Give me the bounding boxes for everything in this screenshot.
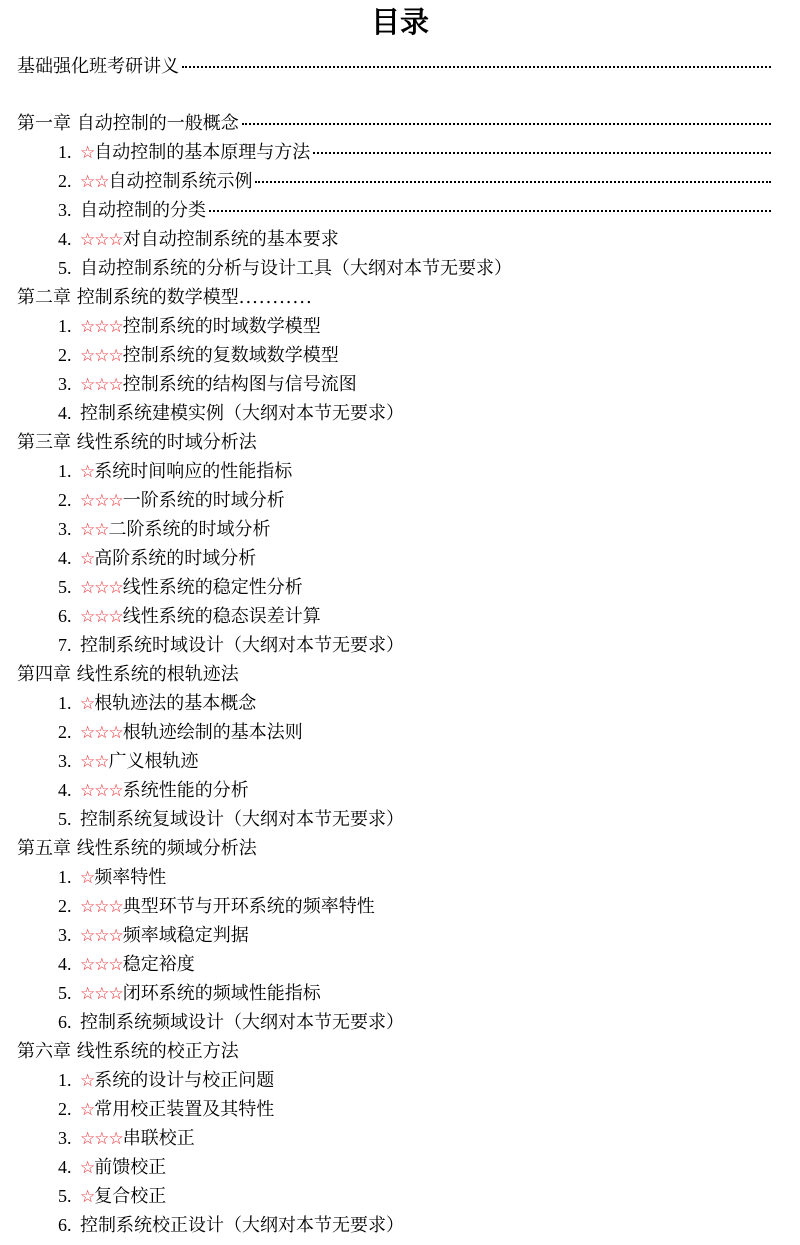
toc-entry-text [58, 1124, 195, 1154]
toc-entry-text [58, 515, 270, 545]
toc-chapter-title: 第五章 线性系统的频域分析法 [17, 838, 257, 859]
toc-entry-text [58, 689, 256, 719]
toc-item[interactable] [58, 631, 404, 660]
star-rating-icon: ☆☆☆ [80, 317, 123, 337]
dot-leader [313, 152, 771, 154]
toc-item[interactable] [58, 689, 256, 718]
toc-item-title: 自动控制系统的分析与设计工具（大纲对本节无要求） [80, 258, 512, 279]
toc-item[interactable] [58, 312, 321, 341]
toc-item-title: 线性系统的稳定性分析 [122, 577, 303, 598]
toc-item-title: 闭环系统的频域性能指标 [122, 983, 321, 1004]
toc-item-title: 广义根轨迹 [108, 751, 199, 772]
toc-entry-text [58, 1066, 274, 1096]
star-rating-icon: ☆ [80, 549, 95, 569]
toc-chapter-title: 第三章 线性系统的时域分析法 [17, 432, 257, 453]
toc-item[interactable] [58, 1153, 166, 1182]
toc-item[interactable] [58, 515, 270, 544]
toc-item-title: 频率特性 [94, 867, 167, 888]
toc-item-title: 常用校正装置及其特性 [94, 1099, 275, 1120]
toc-item-number: 5. [58, 983, 72, 1003]
toc-item-number: 7. [58, 635, 72, 655]
toc-item-title: 频率域稳定判据 [122, 925, 249, 946]
toc-entry-text [58, 1153, 166, 1183]
toc-item-title: 控制系统复域设计（大纲对本节无要求） [80, 809, 404, 830]
toc-chapter[interactable] [17, 109, 771, 138]
toc-chapter-title: 第四章 线性系统的根轨迹法 [17, 664, 239, 685]
toc-entry-text [58, 776, 249, 806]
toc-item[interactable] [58, 341, 339, 370]
star-rating-icon: ☆☆☆ [80, 607, 123, 627]
toc-entry-text [58, 167, 252, 197]
toc-entry-text [58, 863, 166, 893]
toc-item[interactable] [58, 1211, 404, 1240]
toc-entry-text [58, 341, 339, 371]
toc-entry-text [58, 631, 404, 660]
toc-item-number: 5. [58, 809, 72, 829]
star-rating-icon: ☆☆☆ [80, 491, 123, 511]
toc-item-title: 控制系统校正设计（大纲对本节无要求） [80, 1215, 404, 1236]
toc-entry-text [17, 834, 257, 863]
toc-item-number: 2. [58, 1099, 72, 1119]
toc-item-number: 1. [58, 461, 72, 481]
toc-item-number: 5. [58, 1186, 72, 1206]
toc-item[interactable] [58, 1008, 404, 1037]
toc-item[interactable] [58, 254, 512, 283]
star-rating-icon: ☆☆ [80, 752, 109, 772]
toc-entry-text [17, 1037, 239, 1066]
star-rating-icon: ☆ [80, 1100, 95, 1120]
toc-entry-text [58, 1008, 404, 1037]
toc-item-number: 4. [58, 548, 72, 568]
toc-item[interactable] [58, 892, 375, 921]
toc-item-title: 对自动控制系统的基本要求 [122, 229, 339, 250]
star-rating-icon: ☆ [80, 143, 95, 163]
page-title: 目录 [370, 5, 429, 39]
star-rating-icon: ☆ [80, 694, 95, 714]
toc-item-title: 串联校正 [122, 1128, 195, 1149]
toc-entry-text [17, 428, 257, 457]
star-rating-icon: ☆☆ [80, 172, 109, 192]
toc-item-number: 1. [58, 693, 72, 713]
toc-item[interactable] [58, 1066, 274, 1095]
toc-entry-text [58, 950, 195, 980]
toc-item[interactable] [58, 602, 321, 631]
toc-entry-text [58, 370, 357, 400]
star-rating-icon: ☆☆☆ [80, 781, 123, 801]
toc-item-number: 1. [58, 142, 72, 162]
star-rating-icon: ☆☆☆ [80, 955, 123, 975]
toc-item[interactable] [58, 1095, 274, 1124]
toc-entry-text [58, 602, 321, 632]
toc-entry-text [58, 196, 206, 225]
toc-item[interactable] [58, 863, 166, 892]
toc-item-title: 线性系统的稳态误差计算 [122, 606, 321, 627]
toc-item-number: 4. [58, 403, 72, 423]
toc-entry-text [58, 544, 256, 574]
toc-item-title: 复合校正 [94, 1186, 167, 1207]
toc-item-title: 控制系统的复数域数学模型 [122, 345, 339, 366]
toc-chapter[interactable] [17, 428, 257, 457]
toc-entry-text [58, 573, 303, 603]
toc-entry-text [17, 52, 179, 81]
toc-entry-text [58, 718, 303, 748]
toc-entry-text [58, 138, 310, 168]
star-rating-icon: ☆ [80, 1187, 95, 1207]
toc-item-title: 自动控制系统示例 [108, 171, 253, 192]
toc-item-title: 一阶系统的时域分析 [122, 490, 285, 511]
toc-item-title: 系统性能的分析 [122, 780, 249, 801]
toc-entry-text [58, 1182, 166, 1212]
toc-item[interactable] [58, 573, 303, 602]
toc-item-title: 自动控制的分类 [80, 200, 206, 221]
toc-item-title: 二阶系统的时域分析 [108, 519, 271, 540]
star-rating-icon: ☆☆☆ [80, 897, 123, 917]
toc-item-number: 4. [58, 954, 72, 974]
toc-item[interactable] [58, 1182, 166, 1211]
toc-item[interactable] [58, 486, 285, 515]
toc-item-number: 2. [58, 171, 72, 191]
star-rating-icon: ☆☆☆ [80, 346, 123, 366]
toc-item[interactable] [58, 979, 321, 1008]
toc-chapter[interactable] [17, 660, 239, 689]
toc-item[interactable] [58, 544, 256, 573]
star-rating-icon: ☆☆☆ [80, 230, 123, 250]
star-rating-icon: ☆☆☆ [80, 1129, 123, 1149]
toc-item-number: 2. [58, 345, 72, 365]
toc-entry-text [17, 109, 239, 138]
star-rating-icon: ☆☆☆ [80, 723, 123, 743]
toc-item-title: 控制系统建模实例（大纲对本节无要求） [80, 403, 404, 424]
toc-item[interactable] [58, 225, 339, 254]
toc-item[interactable] [58, 718, 303, 747]
toc-entry-text [58, 312, 321, 342]
toc-item-number: 2. [58, 896, 72, 916]
toc-item-title: 系统的设计与校正问题 [94, 1070, 275, 1091]
star-rating-icon: ☆☆ [80, 520, 109, 540]
dot-leader [255, 181, 771, 183]
dot-leader [182, 66, 771, 68]
toc-entry-text [17, 660, 239, 689]
toc-item-number: 3. [58, 1128, 72, 1148]
toc-entry-text [58, 399, 404, 428]
dot-leader [242, 123, 771, 125]
toc-item-title: 典型环节与开环系统的频率特性 [122, 896, 375, 917]
toc-item[interactable] [58, 167, 771, 196]
toc-item-number: 4. [58, 1157, 72, 1177]
toc-item-number: 3. [58, 374, 72, 394]
toc-entry-text [58, 1211, 404, 1240]
toc-item-number: 4. [58, 780, 72, 800]
star-rating-icon: ☆☆☆ [80, 926, 123, 946]
toc-item-title: 高阶系统的时域分析 [94, 548, 257, 569]
toc-entry-text [58, 254, 512, 283]
toc-item[interactable] [58, 196, 771, 225]
toc-item-title: 系统时间响应的性能指标 [94, 461, 293, 482]
toc-chapter-title: 第一章 自动控制的一般概念 [17, 113, 239, 134]
toc-item[interactable] [58, 138, 771, 167]
star-rating-icon: ☆☆☆ [80, 984, 123, 1004]
toc-item[interactable] [58, 950, 195, 979]
toc-item-number: 2. [58, 490, 72, 510]
toc-item-number: 3. [58, 925, 72, 945]
star-rating-icon: ☆☆☆ [80, 375, 123, 395]
toc-item-number: 6. [58, 606, 72, 626]
toc-item-title: 根轨迹法的基本概念 [94, 693, 257, 714]
toc-entry-text [58, 892, 375, 922]
toc-item-number: 6. [58, 1012, 72, 1032]
toc-entry-text [58, 1095, 274, 1125]
toc-entry-text [58, 979, 321, 1009]
toc-chapter[interactable] [17, 52, 771, 81]
toc-item-title: 稳定裕度 [122, 954, 195, 975]
toc-item-number: 3. [58, 200, 72, 220]
toc-item-title: 前馈校正 [94, 1157, 167, 1178]
toc-item-number: 1. [58, 1070, 72, 1090]
toc-item[interactable] [58, 399, 404, 428]
toc-item-number: 2. [58, 722, 72, 742]
toc-item[interactable] [58, 747, 198, 776]
toc-entry-text [17, 283, 239, 312]
toc-item[interactable] [58, 370, 357, 399]
toc-item-number: 3. [58, 519, 72, 539]
toc-item-title: 控制系统的时域数学模型 [122, 316, 321, 337]
toc-chapter[interactable] [17, 283, 313, 312]
toc-item-number: 1. [58, 867, 72, 887]
star-rating-icon: ☆ [80, 462, 95, 482]
toc-item-number: 1. [58, 316, 72, 336]
toc-item[interactable] [58, 921, 249, 950]
toc-item-number: 3. [58, 751, 72, 771]
toc-item-number: 4. [58, 229, 72, 249]
toc-entry-text [58, 921, 249, 951]
star-rating-icon: ☆ [80, 1158, 95, 1178]
toc-item[interactable] [58, 457, 292, 486]
star-rating-icon: ☆ [80, 1071, 95, 1091]
toc-item-title: 自动控制的基本原理与方法 [94, 142, 311, 163]
toc-item-number: 5. [58, 577, 72, 597]
dot-leader: ........... [238, 287, 313, 308]
toc-entry-text [58, 225, 339, 255]
toc-item[interactable] [58, 1124, 195, 1153]
toc-item-number: 5. [58, 258, 72, 278]
toc-item[interactable] [58, 805, 404, 834]
toc-chapter-title: 第二章 控制系统的数学模型 [17, 287, 239, 308]
toc-entry-text [58, 486, 285, 516]
toc-item[interactable] [58, 776, 249, 805]
toc-chapter[interactable] [17, 1037, 239, 1066]
toc-chapter[interactable] [17, 834, 257, 863]
toc-item-number: 6. [58, 1215, 72, 1235]
toc-item-title: 控制系统的结构图与信号流图 [122, 374, 357, 395]
dot-leader [209, 210, 771, 212]
toc-entry-text [58, 747, 198, 777]
star-rating-icon: ☆ [80, 868, 95, 888]
toc-chapter-title: 基础强化班考研讲义 [17, 56, 179, 77]
toc-item-title: 根轨迹绘制的基本法则 [122, 722, 303, 743]
star-rating-icon: ☆☆☆ [80, 578, 123, 598]
toc-item-title: 控制系统时域设计（大纲对本节无要求） [80, 635, 404, 656]
toc-chapter-title: 第六章 线性系统的校正方法 [17, 1041, 239, 1062]
toc-item-title: 控制系统频域设计（大纲对本节无要求） [80, 1012, 404, 1033]
toc-entry-text [58, 457, 292, 487]
toc-entry-text [58, 805, 404, 834]
